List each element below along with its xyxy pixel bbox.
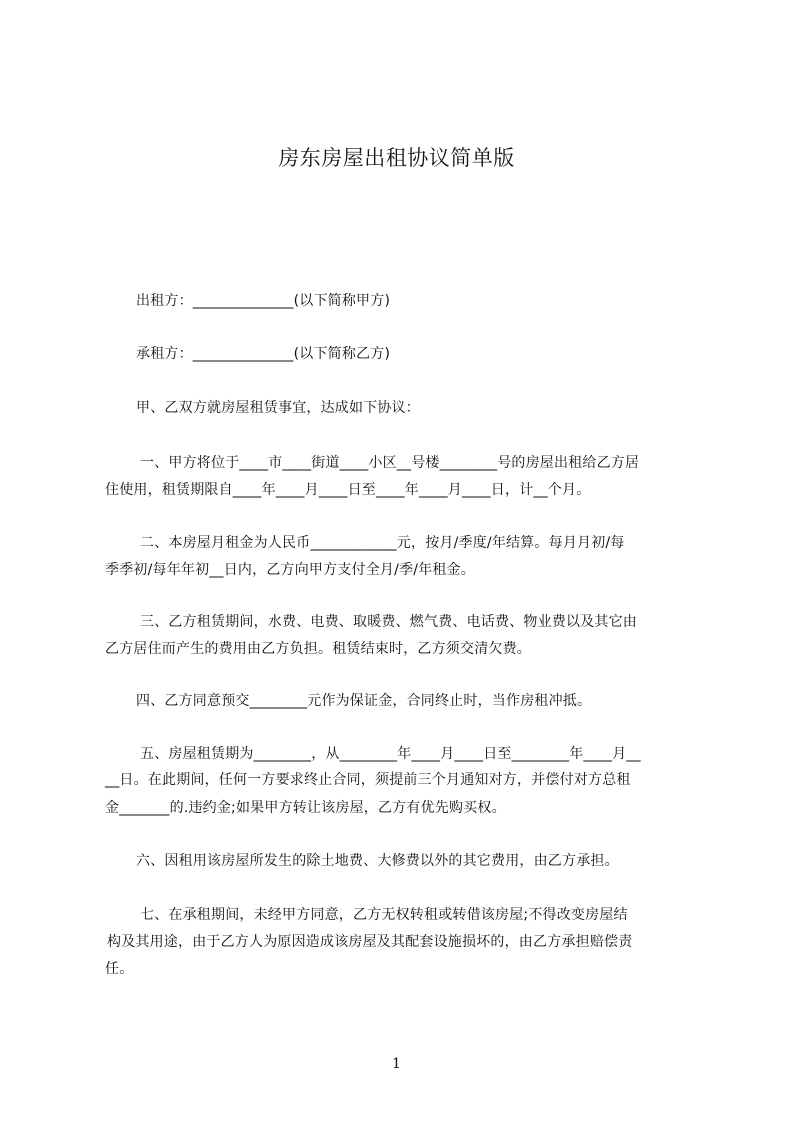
clause-2-line-1: 二、本房屋月租金为人民币____________元，按月/季度/年结算。每月月初/每: [140, 535, 625, 551]
clause-6: 六、因租用该房屋所发生的除土地费、大修费以外的其它费用，由乙方承担。: [136, 853, 619, 869]
clause-7-line-1: 七、在承租期间，未经甲方同意，乙方无权转租或转借该房屋;不得改变房屋结: [140, 907, 628, 923]
clause-3-line-2: 乙方居住而产生的费用由乙方负担。租赁结束时，乙方须交清欠费。: [105, 641, 531, 657]
page-number: 1: [392, 1056, 401, 1072]
clause-3-line-1: 三、乙方租赁期间，水费、电费、取暖费、燃气费、电话费、物业费以及其它由: [140, 614, 637, 630]
intro-paragraph: 甲、乙双方就房屋租赁事宜，达成如下协议：: [136, 400, 420, 416]
clause-5-line-1: 五、房屋租赁期为________，从________年____月____日至________年____月__: [140, 746, 641, 762]
clause-5-line-3: 金_______的.违约金;如果甲方转让该房屋，乙方有优先购买权。: [105, 800, 506, 816]
clause-4: 四、乙方同意预交________元作为保证金，合同终止时，当作房租冲抵。: [136, 693, 592, 709]
lessor-line: 出租方：______________(以下简称甲方): [136, 293, 391, 309]
clause-7-line-2: 构及其用途，由于乙方人为原因造成该房屋及其配套设施损坏的，由乙方承担赔偿责: [107, 934, 633, 950]
lessee-line: 承租方：______________(以下简称乙方): [136, 346, 391, 362]
clause-2-line-2: 季季初/每年年初__日内，乙方向甲方支付全月/季/年租金。: [105, 562, 475, 578]
clause-1-line-2: 住使用，租赁期限自____年____月____日至____年____月____日，计__个月。: [105, 482, 591, 498]
document-title: 房东房屋出租协议简单版: [278, 146, 515, 170]
clause-5-line-2: __日。在此期间，任何一方要求终止合同，须提前三个月通知对方，并偿付对方总租: [105, 772, 631, 788]
clause-7-line-3: 任。: [105, 961, 134, 977]
clause-1-line-1: 一、甲方将位于____市____街道____小区__号楼________号的房屋出租给乙方居: [140, 455, 640, 471]
